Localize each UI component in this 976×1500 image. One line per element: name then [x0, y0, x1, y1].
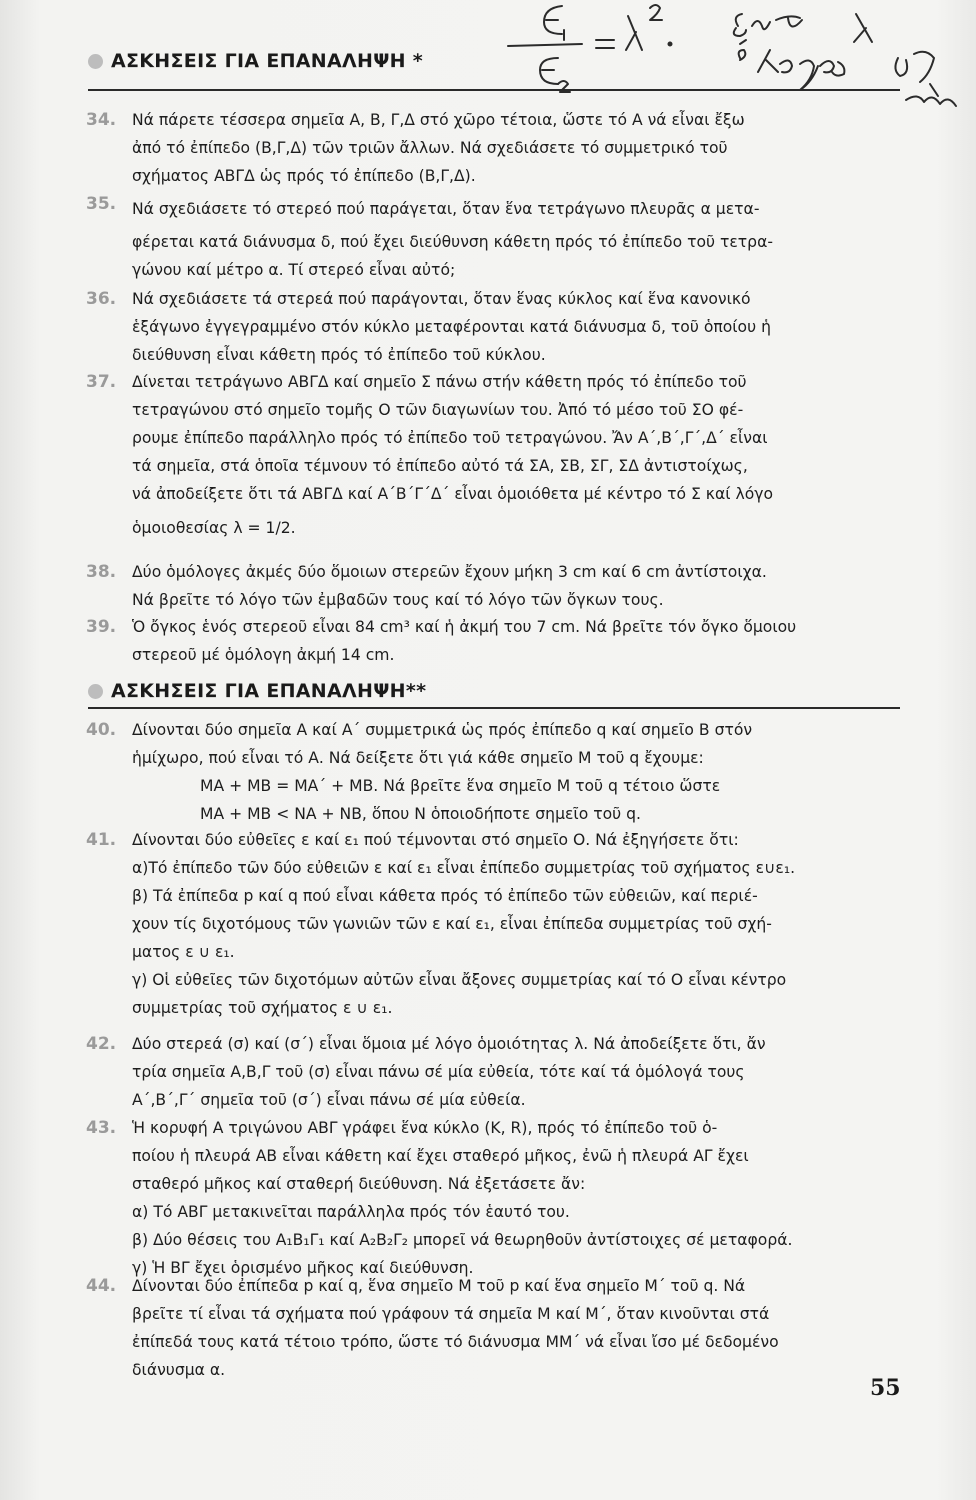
exercise-number: 44.	[86, 1276, 117, 1296]
exercise-line: τρία σημεῖα Α,Β,Γ τοῦ (σ) εἶναι πάνω σέ μία εὐθεία, τότε καί τά ὁμόλογά τους	[132, 1063, 745, 1081]
exercise-34	[86, 106, 916, 190]
exercise-line: Δίνονται δύο ἐπίπεδα p καί q, ἕνα σημεῖο Μ τοῦ p καί ἕνα σημεῖο Μ΄ τοῦ q. Νά	[132, 1277, 746, 1295]
exercise-line: β) Δύο θέσεις του Α₁Β₁Γ₁ καί Α₂Β₂Γ₂ μπορεῖ νά θεωρηθοῦν ἀντίστοιχες σέ μεταφορά.	[132, 1231, 793, 1249]
exercise-number: 43.	[86, 1118, 117, 1138]
section-heading-2	[88, 680, 426, 702]
exercise-38	[86, 558, 916, 614]
exercise-line: ματος ε ∪ ε₁.	[132, 943, 235, 961]
section-rule	[88, 89, 900, 91]
exercise-line: Δίνονται δύο εὐθεῖες ε καί ε₁ πού τέμνονται στό σημεῖο Ο. Νά ἐξηγήσετε ὅτι:	[132, 831, 739, 849]
exercise-39	[86, 613, 916, 669]
exercise-line: φέρεται κατά διάνυσμα δ, πού ἔχει διεύθυνση κάθετη πρός τό ἐπίπεδο τοῦ τετρα-	[132, 233, 773, 251]
exercise-line: Νά πάρετε τέσσερα σημεῖα Α, Β, Γ,Δ στό χῶρο τέτοια, ὥστε τό Α νά εἶναι ἔξω	[132, 111, 745, 129]
exercise-line: ΜΑ + ΜΒ = ΜΑ΄ + ΜΒ. Νά βρεῖτε ἕνα σημεῖο Μ τοῦ q τέτοιο ὥστε	[200, 777, 721, 795]
exercise-number: 41.	[86, 830, 117, 850]
exercise-number: 34.	[86, 110, 117, 130]
exercise-line: Δύο στερεά (σ) καί (σ΄) εἶναι ὅμοια μέ λόγο ὁμοιότητας λ. Νά ἀποδείξετε ὅτι, ἄν	[132, 1035, 766, 1053]
exercise-44	[86, 1272, 916, 1384]
exercise-35	[86, 190, 916, 284]
exercise-line: σχήματος ΑΒΓΔ ὡς πρός τό ἐπίπεδο (Β,Γ,Δ).	[132, 167, 476, 185]
exercise-line: νά ἀποδείξετε ὅτι τά ΑΒΓΔ καί Α΄Β΄Γ΄Δ΄ εἶναι ὁμοιόθετα μέ κέντρο τό Σ καί λόγο	[132, 485, 774, 503]
exercise-number: 38.	[86, 562, 117, 582]
handwritten-annotation	[500, 0, 970, 115]
exercise-number: 35.	[86, 194, 117, 214]
exercise-line: Δίνεται τετράγωνο ΑΒΓΔ καί σημεῖο Σ πάνω στήν κάθετη πρός τό ἐπίπεδο τοῦ	[132, 373, 747, 391]
exercise-37	[86, 368, 916, 542]
exercise-line: γ) Ἡ ΒΓ ἔχει ὁρισμένο μῆκος καί διεύθυνση.	[132, 1259, 474, 1277]
exercise-line: διάνυσμα α.	[132, 1361, 226, 1379]
bullet-icon	[88, 54, 103, 69]
exercise-line: στερεοῦ μέ ὁμόλογη ἀκμή 14 cm.	[132, 646, 395, 664]
exercise-line: τά σημεῖα, στά ὁποῖα τέμνουν τό ἐπίπεδο αὐτό τά ΣΑ, ΣΒ, ΣΓ, ΣΔ ἀντιστοίχως,	[132, 457, 748, 475]
exercise-line: Νά σχεδιάσετε τό στερεό πού παράγεται, ὅταν ἕνα τετράγωνο πλευρᾶς α μετα-	[132, 200, 760, 218]
exercise-line: ἀπό τό ἐπίπεδο (Β,Γ,Δ) τῶν τριῶν ἄλλων. Νά σχεδιάσετε τό συμμετρικό τοῦ	[132, 139, 728, 157]
exercise-line: βρεῖτε τί εἶναι τά σχήματα πού γράφουν τά σημεῖα Μ καί Μ΄, ὅταν κινοῦνται στά	[132, 1305, 770, 1323]
exercise-line: ἐπίπεδά τους κατά τέτοιο τρόπο, ὥστε τό διάνυσμα ΜΜ΄ νά εἶναι ἴσο μέ δεδομένο	[132, 1333, 779, 1351]
exercise-line: χουν τίς διχοτόμους τῶν γωνιῶν τῶν ε καί ε₁, εἶναι ἐπίπεδα συμμετρίας τοῦ σχή-	[132, 915, 772, 933]
exercise-line: ὁμοιοθεσίας λ = 1/2.	[132, 519, 296, 537]
exercise-number: 42.	[86, 1034, 117, 1054]
section-heading-1	[88, 50, 423, 72]
section-title: ΑΣΚΗΣΕΙΣ ΓΙΑ ΕΠΑΝΑΛΗΨΗ**	[111, 680, 427, 702]
bullet-icon	[88, 684, 103, 699]
exercise-number: 40.	[86, 720, 117, 740]
exercise-line: α)Τό ἐπίπεδο τῶν δύο εὐθειῶν ε καί ε₁ εἶναι ἐπίπεδο συμμετρίας τοῦ σχήματος ε∪ε₁.	[132, 859, 796, 877]
exercise-40	[86, 716, 916, 828]
exercise-line: ἑξάγωνο ἐγγεγραμμένο στόν κύκλο μεταφέρονται κατά διάνυσμα δ, τοῦ ὁποίου ἡ	[132, 318, 771, 336]
exercise-line: Ὁ ὄγκος ἑνός στερεοῦ εἶναι 84 cm³ καί ἡ ἀκμή του 7 cm. Νά βρεῖτε τόν ὄγκο ὅμοιου	[132, 618, 797, 636]
exercise-42	[86, 1030, 916, 1114]
exercise-number: 39.	[86, 617, 117, 637]
section-title: ΑΣΚΗΣΕΙΣ ΓΙΑ ΕΠΑΝΑΛΗΨΗ *	[111, 50, 424, 72]
exercise-line: τετραγώνου στό σημεῖο τομῆς Ο τῶν διαγωνίων του. Ἀπό τό μέσο τοῦ ΣΟ φέ-	[132, 401, 744, 419]
exercise-41	[86, 826, 916, 1022]
exercise-number: 37.	[86, 372, 117, 392]
exercise-line: Ἡ κορυφή Α τριγώνου ΑΒΓ γράφει ἕνα κύκλο (Κ, R), πρός τό ἐπίπεδο τοῦ ὁ-	[132, 1119, 718, 1137]
section-rule	[88, 707, 900, 709]
page-number: 55	[870, 1375, 901, 1401]
exercise-43	[86, 1114, 916, 1282]
exercise-line: διεύθυνση εἶναι κάθετη πρός τό ἐπίπεδο τοῦ κύκλου.	[132, 346, 546, 364]
exercise-line: ἡμίχωρο, πού εἶναι τό Α. Νά δείξετε ὅτι γιά κάθε σημεῖο Μ τοῦ q ἔχουμε:	[132, 749, 704, 767]
exercise-line: ποίου ἡ πλευρά ΑΒ εἶναι κάθετη καί ἔχει σταθερό μῆκος, ἐνῶ ἡ πλευρά ΑΓ ἔχει	[132, 1147, 749, 1165]
exercise-line: Νά σχεδιάσετε τά στερεά πού παράγονται, ὅταν ἕνας κύκλος καί ἕνα κανονικό	[132, 290, 751, 308]
exercise-line: ΜΑ + ΜΒ < ΝΑ + ΝΒ, ὅπου Ν ὁποιοδήποτε σημεῖο τοῦ q.	[200, 805, 641, 823]
exercise-line: Νά βρεῖτε τό λόγο τῶν ἐμβαδῶν τους καί τό λόγο τῶν ὄγκων τους.	[132, 591, 664, 609]
exercise-line: γ) Οἱ εὐθεῖες τῶν διχοτόμων αὐτῶν εἶναι ἄξονες συμμετρίας καί τό Ο εἶναι κέντρο	[132, 971, 787, 989]
exercise-line: γώνου καί μέτρο α. Τί στερεό εἶναι αὐτό;	[132, 261, 456, 279]
exercise-line: ρουμε ἐπίπεδο παράλληλο πρός τό ἐπίπεδο τοῦ τετραγώνου. Ἄν Α΄,Β΄,Γ΄,Δ΄ εἶναι	[132, 429, 768, 447]
exercise-line: Α΄,Β΄,Γ΄ σημεῖα τοῦ (σ΄) εἶναι πάνω σέ μία εὐθεία.	[132, 1091, 526, 1109]
exercise-line: συμμετρίας τοῦ σχήματος ε ∪ ε₁.	[132, 999, 393, 1017]
exercise-line: α) Τό ΑΒΓ μετακινεῖται παράλληλα πρός τόν ἑαυτό του.	[132, 1203, 570, 1221]
exercise-line: Δίνονται δύο σημεῖα Α καί Α΄ συμμετρικά ὡς πρός ἐπίπεδο q καί σημεῖο Β στόν	[132, 721, 753, 739]
exercise-line: β) Τά ἐπίπεδα p καί q πού εἶναι κάθετα πρός τό ἐπίπεδο τῶν εὐθειῶν, καί περιέ-	[132, 887, 758, 905]
svg-text:E₁/E₂ = λ². ὅταν λ ὁ λόγος ὁμο: E₁/E₂ = λ². ὅταν λ ὁ λόγος ὁμοιότητας	[500, 0, 520, 1]
exercise-line: Δύο ὁμόλογες ἀκμές δύο ὅμοιων στερεῶν ἔχουν μήκη 3 cm καί 6 cm ἀντίστοιχα.	[132, 563, 767, 581]
exercise-36	[86, 285, 916, 369]
exercise-line: σταθερό μῆκος καί σταθερή διεύθυνση. Νά ἐξετάσετε ἄν:	[132, 1175, 586, 1193]
exercise-number: 36.	[86, 289, 117, 309]
